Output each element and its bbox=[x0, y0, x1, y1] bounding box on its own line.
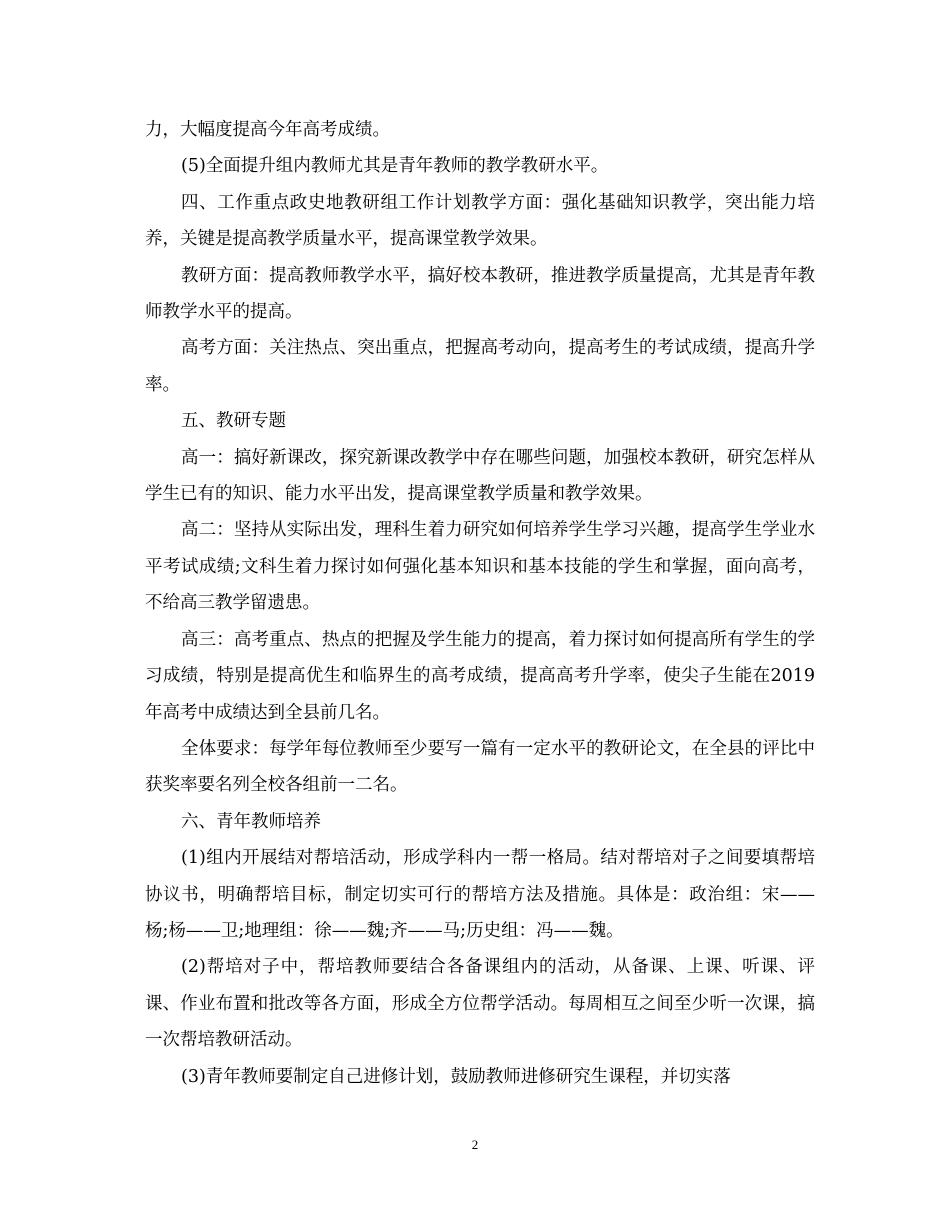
paragraph: (5)全面提升组内教师尤其是青年教师的教学教研水平。 bbox=[181, 156, 609, 177]
paragraph: 力，大幅度提高今年高考成绩。 bbox=[145, 120, 390, 140]
paragraph: 全体要求：每学年每位教师至少要写一篇有一定水平的教研论文，在全县的评比中获奖率要名列全校各组前一二名。 bbox=[145, 738, 815, 796]
document-body bbox=[145, 112, 815, 1095]
paragraph: (2)帮培对子中，帮培教师要结合各备课组内的活动，从备课、上课、听课、评课、作业布置和批改等各方面，形成全方位帮学活动。每周相互之间至少听一次课，搞一次帮培教研活动。 bbox=[145, 957, 815, 1051]
paragraph: 高三：高考重点、热点的把握及学生能力的提高，着力探讨如何提高所有学生的学习成绩，特别是提高优生和临界生的高考成绩，提高高考升学率，使尖子生能在2019年高考中成绩达到全县前几名。 bbox=[145, 629, 815, 723]
paragraph: 教研方面：提高教师教学水平，搞好校本教研，推进教学质量提高，尤其是青年教师教学水平的提高。 bbox=[145, 265, 815, 323]
paragraph: 高二：坚持从实际出发，理科生着力研究如何培养学生学习兴趣，提高学生学业水平考试成绩;文科生着力探讨如何强化基本知识和基本技能的学生和掌握，面向高考，不给高三教学留遗患。 bbox=[145, 520, 815, 614]
paragraph: 高考方面：关注热点、突出重点，把握高考动向，提高考生的考试成绩，提高升学率。 bbox=[145, 338, 815, 395]
paragraph: 四、工作重点政史地教研组工作计划教学方面：强化基础知识教学，突出能力培养，关键是提高教学质量水平，提高课堂教学效果。 bbox=[145, 192, 815, 250]
paragraph: (1)组内开展结对帮培活动，形成学科内一帮一格局。结对帮培对子之间要填帮培协议书，明确帮培目标，制定切实可行的帮培方法及措施。具体是：政治组：宋——杨;杨——卫;地理组：徐——魏;齐——马;历史组：冯——魏。 bbox=[145, 848, 815, 941]
paragraph: 高一：搞好新课改，探究新课改教学中存在哪些问题，加强校本教研，研究怎样从学生已有的知识、能力水平出发，提高课堂教学质量和教学效果。 bbox=[145, 447, 815, 505]
page-number: 2 bbox=[471, 1137, 479, 1152]
section-heading: 五、教研专题 bbox=[181, 411, 286, 432]
section-heading: 六、青年教师培养 bbox=[181, 811, 321, 832]
paragraph: (3)青年教师要制定自己进修计划，鼓励教师进修研究生课程，并切实落 bbox=[181, 1066, 731, 1087]
